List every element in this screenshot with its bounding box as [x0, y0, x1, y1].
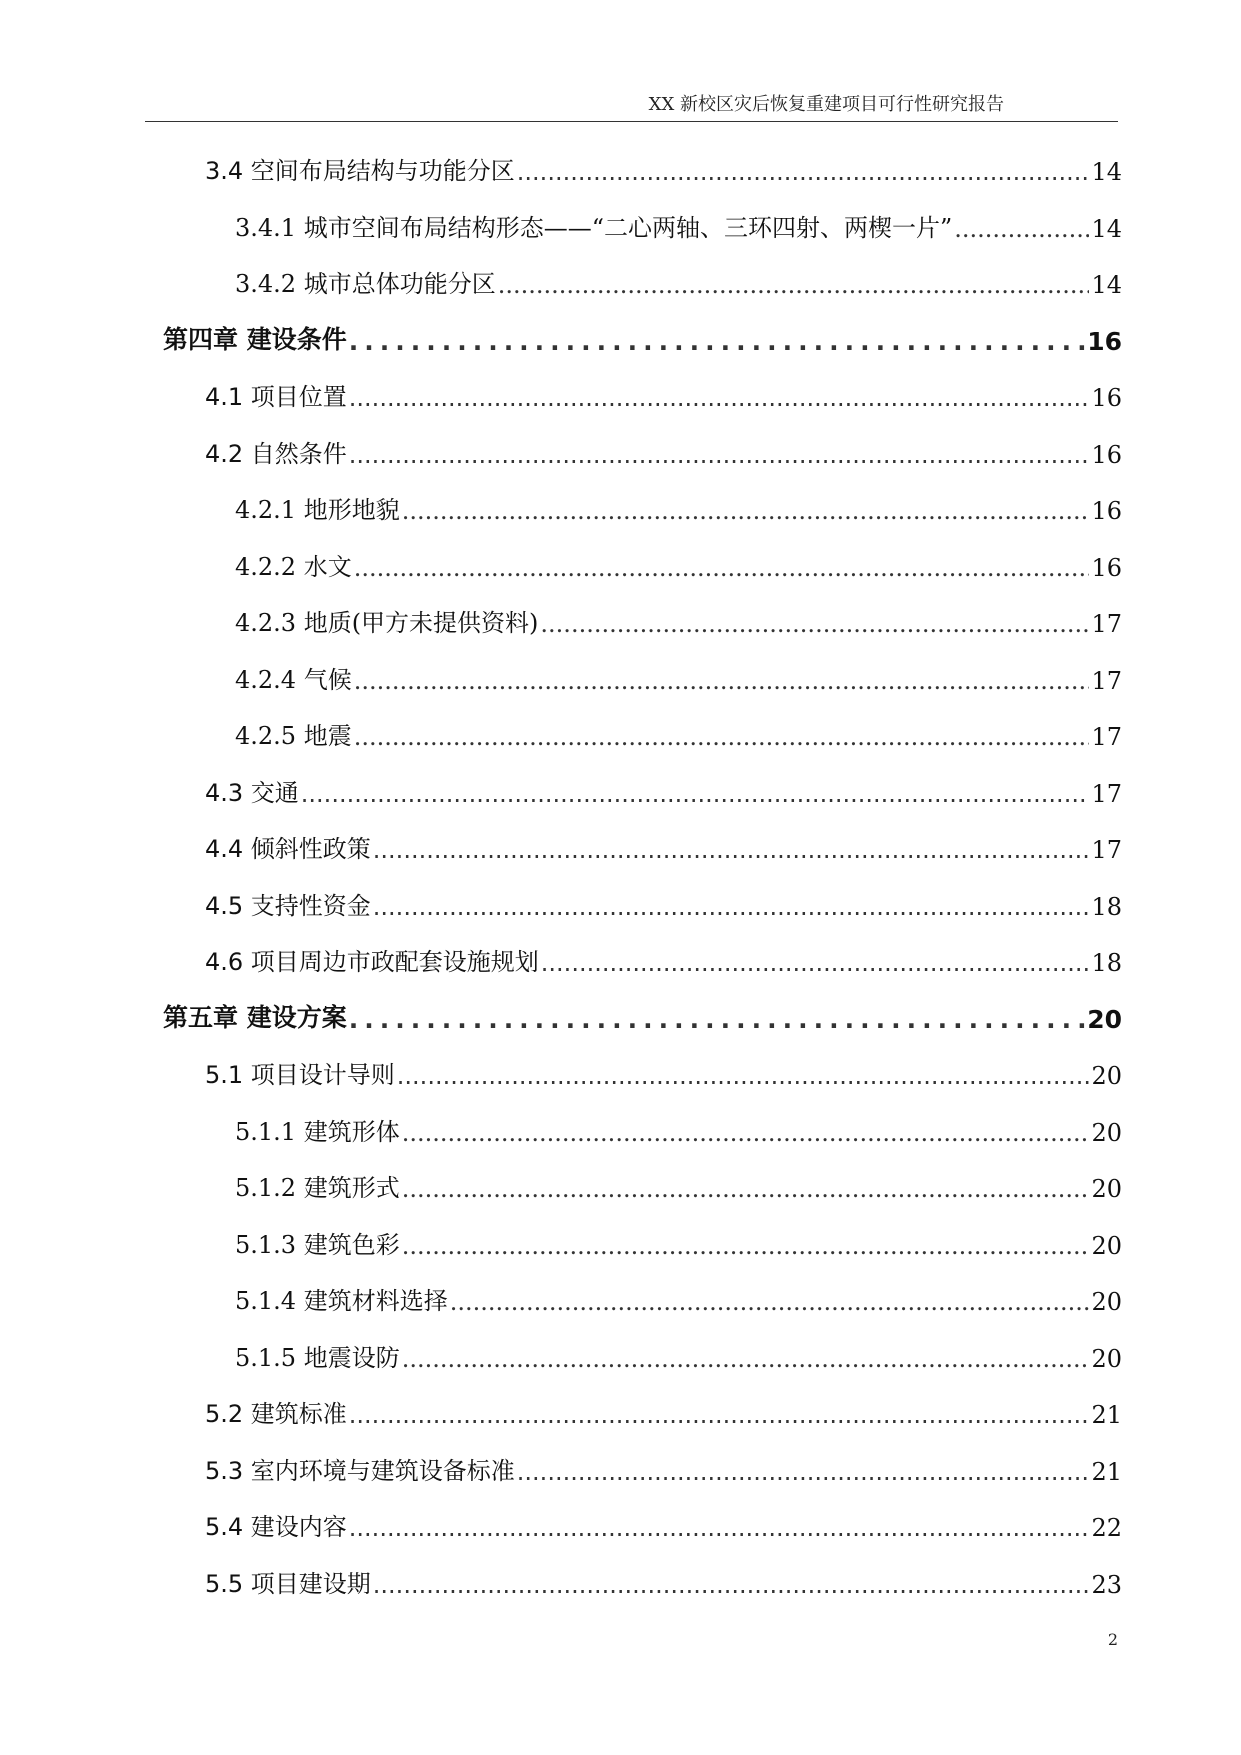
toc-entry-label: 4.2 自然条件 — [205, 439, 347, 468]
toc-entry-label: 3.4.1 城市空间布局结构形态——“二心两轴、三环四射、两楔一片” — [235, 213, 953, 242]
toc-entry-page: 14 — [1091, 214, 1122, 243]
toc-entry-page: 16 — [1091, 553, 1122, 582]
toc-entry-page: 14 — [1091, 271, 1122, 299]
toc-entry-label: 5.4 建设内容 — [205, 1513, 347, 1541]
toc-entry-page: 21 — [1091, 1457, 1122, 1486]
toc-entry-label: 4.2.1 地形地貌 — [235, 496, 400, 524]
toc-entry[interactable] — [0, 366, 1122, 412]
toc-dot-leader — [354, 723, 1090, 751]
toc-entry[interactable] — [0, 253, 1122, 299]
toc-entry-page: 16 — [1091, 497, 1122, 525]
toc-dot-leader — [402, 1119, 1090, 1147]
page-number: 2 — [1107, 1630, 1118, 1649]
toc-dot-leader — [349, 1514, 1090, 1542]
toc-entry-label: 3.4.2 城市总体功能分区 — [235, 270, 496, 298]
toc-entry-page: 20 — [1091, 1118, 1122, 1147]
toc-entry-label: 4.4 倾斜性政策 — [205, 835, 371, 863]
toc-entry[interactable] — [0, 423, 1122, 469]
toc-dot-leader — [402, 1345, 1090, 1373]
toc-chapter-entry[interactable] — [0, 988, 1122, 1034]
toc-dot-leader — [354, 554, 1090, 582]
toc-dot-leader — [349, 441, 1090, 469]
toc-entry-label: 4.1 项目位置 — [205, 383, 347, 411]
toc-entry-page: 20 — [1087, 1004, 1122, 1034]
toc-entry[interactable] — [0, 1440, 1122, 1486]
toc-entry-page: 20 — [1091, 1231, 1122, 1260]
toc-entry[interactable] — [0, 1044, 1122, 1090]
toc-entry[interactable] — [0, 875, 1122, 921]
toc-entry-page: 18 — [1091, 949, 1122, 977]
toc-entry-label: 5.1.4 建筑材料选择 — [235, 1287, 448, 1315]
toc-entry-page: 17 — [1091, 836, 1122, 864]
toc-entry-page: 22 — [1091, 1514, 1122, 1542]
toc-entry-page: 17 — [1091, 779, 1122, 808]
toc-entry[interactable] — [0, 1157, 1122, 1203]
header-divider — [145, 121, 1118, 122]
toc-dot-leader — [402, 1175, 1090, 1203]
toc-entry-label: 4.5 支持性资金 — [205, 891, 371, 920]
toc-chapter-entry[interactable] — [0, 310, 1122, 356]
toc-dot-leader — [349, 1005, 1085, 1034]
toc-entry-page: 20 — [1091, 1175, 1122, 1203]
toc-entry[interactable] — [0, 592, 1122, 638]
toc-entry[interactable] — [0, 931, 1122, 977]
toc-entry[interactable] — [0, 649, 1122, 695]
toc-entry[interactable] — [0, 705, 1122, 751]
toc-entry-label: 5.1 项目设计导则 — [205, 1061, 395, 1089]
toc-entry-label: 5.3 室内环境与建筑设备标准 — [205, 1456, 515, 1485]
toc-entry-label: 4.2.4 气候 — [235, 665, 352, 694]
toc-entry[interactable] — [0, 1270, 1122, 1316]
toc-entry-page: 23 — [1091, 1570, 1122, 1599]
toc-entry-page: 21 — [1091, 1401, 1122, 1429]
toc-entry-label: 5.1.2 建筑形式 — [235, 1174, 400, 1202]
toc-entry-label: 4.2.3 地质(甲方未提供资料) — [235, 609, 539, 637]
toc-dot-leader — [517, 158, 1090, 186]
toc-dot-leader — [373, 893, 1090, 921]
toc-dot-leader — [450, 1288, 1090, 1316]
toc-dot-leader — [354, 667, 1090, 695]
toc-entry[interactable] — [0, 1214, 1122, 1260]
toc-entry-label: 4.6 项目周边市政配套设施规划 — [205, 948, 539, 976]
toc-entry-label: 第五章 建设方案 — [163, 1002, 347, 1032]
toc-dot-leader — [541, 949, 1090, 977]
document-header-title: XX 新校区灾后恢复重建项目可行性研究报告 — [648, 94, 1004, 115]
toc-dot-leader — [954, 215, 1089, 243]
toc-dot-leader — [349, 384, 1090, 412]
toc-entry[interactable] — [0, 1101, 1122, 1147]
toc-entry[interactable] — [0, 140, 1122, 186]
toc-entry-label: 5.2 建筑标准 — [205, 1400, 347, 1428]
toc-entry-page: 17 — [1091, 666, 1122, 695]
toc-entry-page: 17 — [1091, 723, 1122, 751]
toc-entry-page: 16 — [1091, 440, 1122, 469]
toc-dot-leader — [373, 1571, 1090, 1599]
toc-entry-page: 20 — [1091, 1288, 1122, 1316]
toc-dot-leader — [540, 610, 1089, 638]
toc-dot-leader — [498, 271, 1090, 299]
toc-entry-label: 5.1.1 建筑形体 — [235, 1117, 400, 1146]
toc-entry[interactable] — [0, 197, 1122, 243]
toc-entry-page: 16 — [1087, 326, 1122, 356]
toc-entry-label: 3.4 空间布局结构与功能分区 — [205, 157, 515, 185]
toc-dot-leader — [397, 1062, 1090, 1090]
toc-entry[interactable] — [0, 536, 1122, 582]
toc-dot-leader — [402, 497, 1090, 525]
toc-dot-leader — [402, 1232, 1090, 1260]
toc-dot-leader — [373, 836, 1090, 864]
toc-entry[interactable] — [0, 1327, 1122, 1373]
toc-entry[interactable] — [0, 1553, 1122, 1599]
toc-entry-page: 14 — [1091, 158, 1122, 186]
toc-entry-label: 4.2.5 地震 — [235, 722, 352, 750]
toc-dot-leader — [517, 1458, 1090, 1486]
toc-entry[interactable] — [0, 762, 1122, 808]
toc-entry-label: 第四章 建设条件 — [163, 324, 347, 354]
toc-entry-page: 18 — [1091, 892, 1122, 921]
toc-entry[interactable] — [0, 479, 1122, 525]
toc-entry[interactable] — [0, 818, 1122, 864]
toc-dot-leader — [301, 780, 1090, 808]
toc-dot-leader — [349, 1401, 1090, 1429]
toc-entry-label: 5.1.5 地震设防 — [235, 1343, 400, 1372]
toc-entry-page: 20 — [1091, 1344, 1122, 1373]
toc-dot-leader — [349, 327, 1085, 356]
toc-entry-page: 16 — [1091, 384, 1122, 412]
toc-entry-page: 20 — [1091, 1062, 1122, 1090]
toc-entry-label: 4.2.2 水文 — [235, 552, 352, 581]
toc-entry-label: 5.1.3 建筑色彩 — [235, 1230, 400, 1259]
toc-entry-label: 4.3 交通 — [205, 778, 299, 807]
toc-entry[interactable] — [0, 1383, 1122, 1429]
toc-entry-label: 5.5 项目建设期 — [205, 1569, 371, 1598]
toc-entry-page: 17 — [1091, 610, 1122, 638]
toc-entry[interactable] — [0, 1496, 1122, 1542]
